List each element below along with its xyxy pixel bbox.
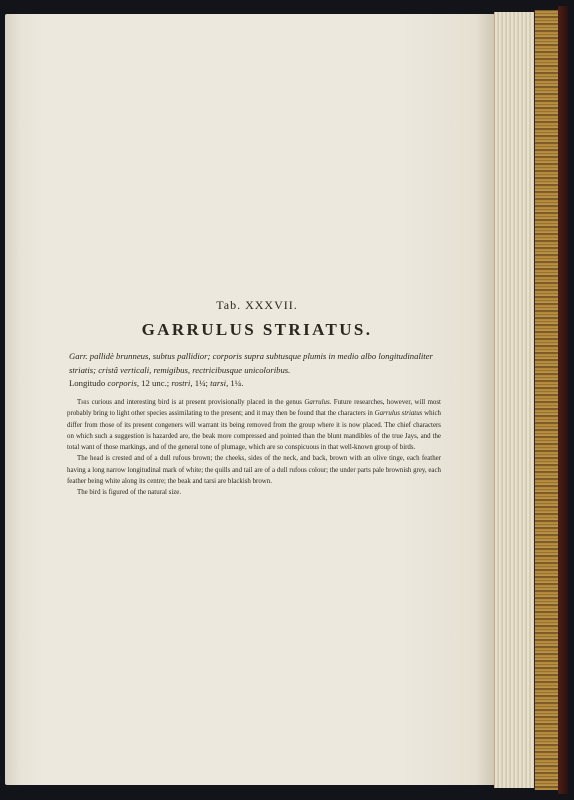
measure-tarsi-value: 1¼. <box>230 378 244 388</box>
gilt-edge <box>534 10 560 790</box>
description-body <box>67 397 441 499</box>
measure-rostri-value: 1¼; <box>194 378 208 388</box>
species-name: Garrulus striatus <box>374 410 423 418</box>
latin-diagnosis: Garr. pallidè brunneus, subtus pallidior; corporis supra subtusque plumis in medio albo longitudinaliter striatis; cristâ verticali, remigibus, rectricibusque unicoloribus. <box>69 351 433 375</box>
book-page <box>5 14 495 785</box>
paragraph-3: The bird is figured of the natural size. <box>77 489 182 497</box>
book-cover <box>558 6 568 794</box>
paragraph-1 <box>67 397 441 453</box>
measurements <box>69 377 439 390</box>
paragraph-1-text-a: curious and interesting bird is at present provisionally placed in the genus <box>91 399 302 406</box>
page-edges <box>494 12 535 788</box>
plate-label: Tab. XXXVII. <box>216 298 298 312</box>
measure-tarsi-label: tarsi, <box>210 378 229 388</box>
measure-corporis-label: corporis, <box>107 378 139 388</box>
page-title: GARRULUS STRIATUS. <box>141 320 373 339</box>
genus-name: Garrulus. <box>304 399 332 406</box>
paragraph-2: The head is crested and of a dull rufous brown; the cheeks, sides of the neck, and back, brown with an olive tinge, each feather having a long narrow longitudinal mark of white; the quills and tail are of a dull rufous colour; the under parts pale brownish grey, each feather being white along its centre; the beak and tarsi are blackish brown. <box>67 455 441 486</box>
paragraph-lead: This <box>77 399 90 406</box>
measure-prefix: Longitudo <box>69 378 106 388</box>
paragraph-1-text-c: which differ from those of its present congeners will warrant its being removed from the group where it is now placed. The chief characters on which such a suggestion is hazarded are, the beak more compressed and pointed than the blunt mandibles of the true Jays, and the total want of those markings, and of the general tone of plumage, which are so conspicuous in that well-known group of birds. <box>67 410 441 452</box>
paragraph-1-text-b: Future researches, however, will most probably bring to light other species assimilating to the present; and it may then be found that the characters in <box>67 399 441 418</box>
measure-rostri-label: rostri, <box>171 378 193 388</box>
measure-corporis-value: 12 unc.; <box>141 378 170 388</box>
